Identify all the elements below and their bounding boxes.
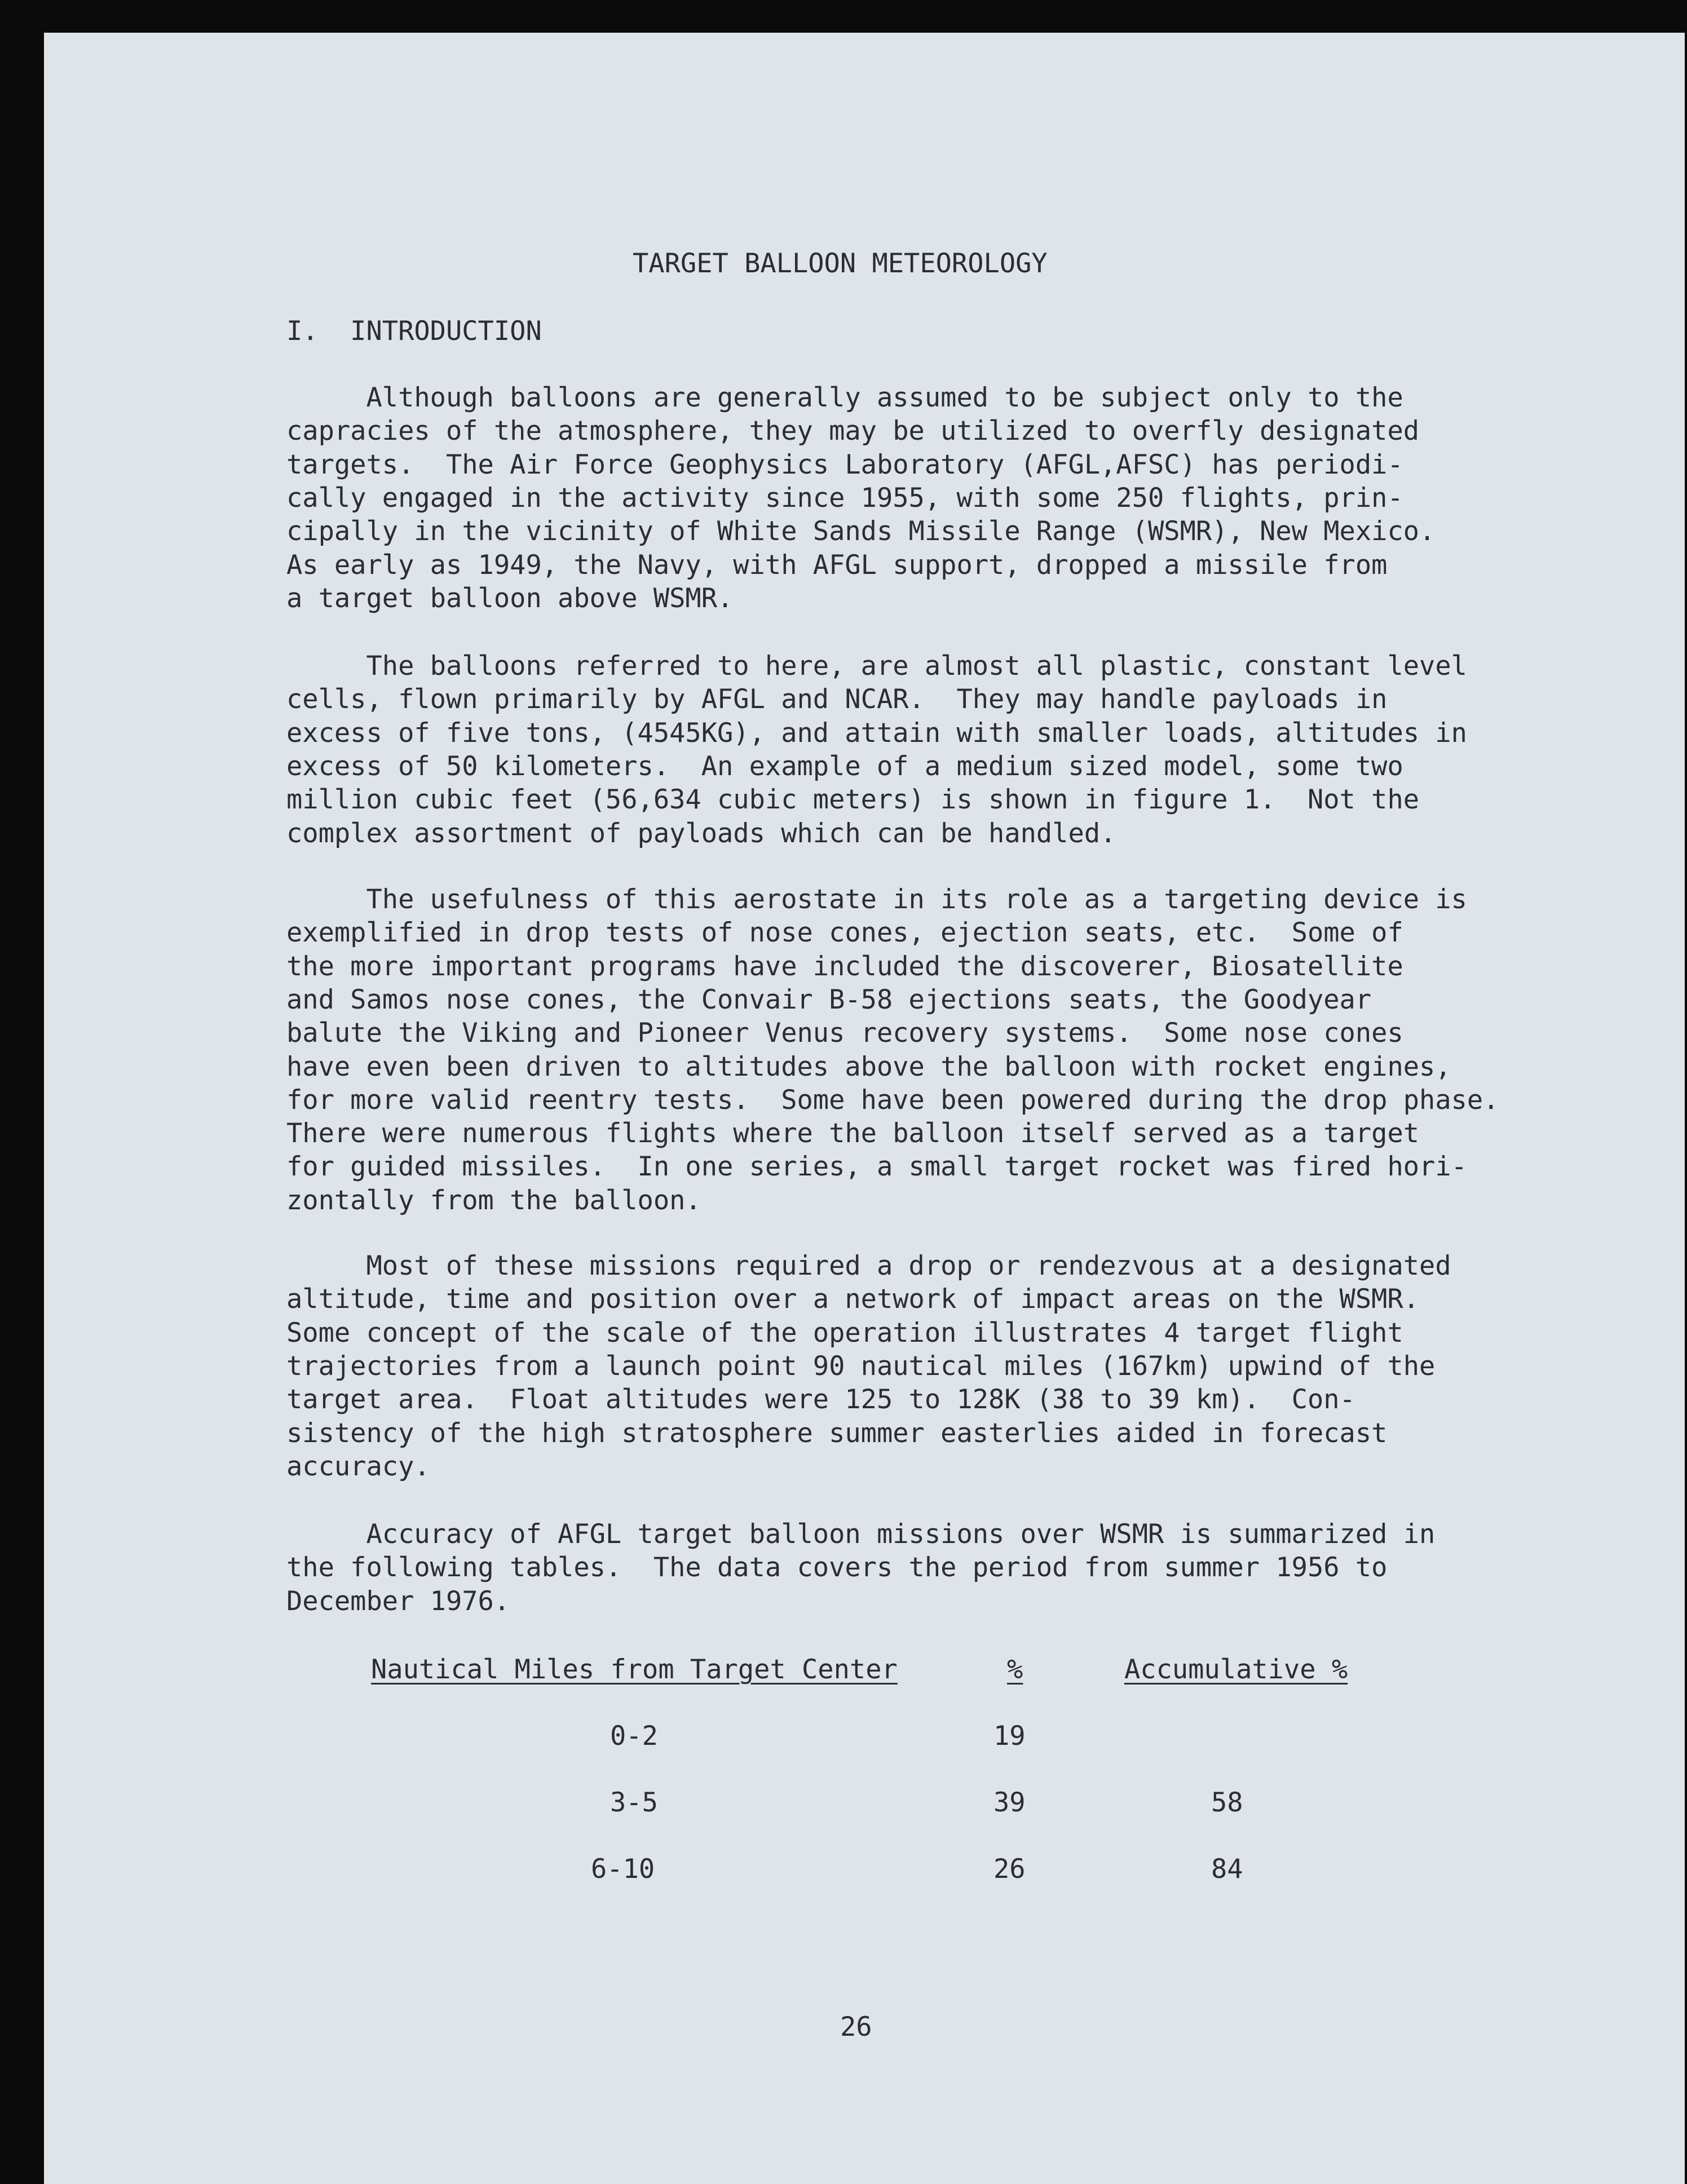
paragraph-4-line-2: altitude, time and position over a network of impact areas on the WSMR.: [286, 1284, 1420, 1315]
table-row-2-accumulative: 58: [1211, 1787, 1243, 1818]
table-header-percent: %: [1007, 1654, 1023, 1685]
paragraph-4-line-6: sistency of the high stratosphere summer easterlies aided in forecast: [286, 1418, 1388, 1449]
paragraph-1-line-4: cally engaged in the activity since 1955, with some 250 flights, prin-: [286, 483, 1403, 514]
paragraph-2-line-6: complex assortment of payloads which can be handled.: [286, 818, 1116, 849]
document-page: [44, 33, 1685, 2184]
table-row-1-percent: 19: [993, 1721, 1026, 1752]
paragraph-1-line-2: capracies of the atmosphere, they may be utilized to overfly designated: [286, 415, 1420, 446]
paragraph-1-line-1: Although balloons are generally assumed to be subject only to the: [286, 382, 1403, 413]
paragraph-2-line-5: million cubic feet (56,634 cubic meters) is shown in figure 1. Not the: [286, 784, 1420, 815]
table-row-2-range: 3-5: [610, 1787, 658, 1818]
paragraph-1-line-6: As early as 1949, the Navy, with AFGL support, dropped a missile from: [286, 550, 1388, 581]
paragraph-4-line-5: target area. Float altitudes were 125 to 128K (38 to 39 km). Con-: [286, 1384, 1355, 1415]
table-header-nautical-miles: Nautical Miles from Target Center: [371, 1654, 898, 1685]
paragraph-3-line-3: the more important programs have included the discoverer, Biosatellite: [286, 951, 1403, 982]
paragraph-4-line-7: accuracy.: [286, 1451, 430, 1482]
document-title: TARGET BALLOON METEOROLOGY: [633, 248, 1048, 279]
table-row-3-accumulative: 84: [1211, 1854, 1243, 1885]
page-number: 26: [840, 2011, 872, 2042]
section-heading: I. INTRODUCTION: [286, 316, 542, 347]
paragraph-3-line-5: balute the Viking and Pioneer Venus recovery systems. Some nose cones: [286, 1018, 1403, 1049]
paragraph-2-line-3: excess of five tons, (4545KG), and attain with smaller loads, altitudes in: [286, 718, 1467, 749]
table-row-3-percent: 26: [993, 1854, 1026, 1885]
paragraph-3-line-7: for more valid reentry tests. Some have been powered during the drop phase.: [286, 1085, 1499, 1116]
paragraph-5-line-3: December 1976.: [286, 1586, 510, 1617]
paragraph-3-line-6: have even been driven to altitudes above the balloon with rocket engines,: [286, 1051, 1451, 1082]
table-row-2-percent: 39: [993, 1787, 1026, 1818]
paragraph-2-line-1: The balloons referred to here, are almost all plastic, constant level: [286, 651, 1467, 682]
paragraph-3-line-1: The usefulness of this aerostate in its role as a targeting device is: [286, 884, 1467, 915]
paragraph-4-line-3: Some concept of the scale of the operation illustrates 4 target flight: [286, 1318, 1403, 1349]
paragraph-2-line-4: excess of 50 kilometers. An example of a medium sized model, some two: [286, 751, 1403, 782]
table-row-3-range: 6-10: [591, 1854, 655, 1885]
paragraph-5-line-2: the following tables. The data covers the period from summer 1956 to: [286, 1552, 1388, 1583]
paragraph-3-line-10: zontally from the balloon.: [286, 1185, 701, 1216]
paragraph-3-line-4: and Samos nose cones, the Convair B-58 ejections seats, the Goodyear: [286, 984, 1372, 1015]
paragraph-2-line-2: cells, flown primarily by AFGL and NCAR. They may handle payloads in: [286, 684, 1388, 715]
paragraph-4-line-4: trajectories from a launch point 90 nautical miles (167km) upwind of the: [286, 1351, 1436, 1382]
paragraph-3-line-2: exemplified in drop tests of nose cones, ejection seats, etc. Some of: [286, 917, 1403, 948]
paragraph-3-line-9: for guided missiles. In one series, a small target rocket was fired hori-: [286, 1151, 1467, 1182]
paragraph-1-line-3: targets. The Air Force Geophysics Laboratory (AFGL,AFSC) has periodi-: [286, 449, 1403, 480]
paragraph-3-line-8: There were numerous flights where the balloon itself served as a target: [286, 1118, 1420, 1149]
paragraph-4-line-1: Most of these missions required a drop or rendezvous at a designated: [286, 1250, 1451, 1281]
table-row-1-range: 0-2: [610, 1721, 658, 1752]
paragraph-1-line-7: a target balloon above WSMR.: [286, 583, 734, 614]
paragraph-5-line-1: Accuracy of AFGL target balloon missions over WSMR is summarized in: [286, 1519, 1436, 1550]
table-header-accumulative: Accumulative %: [1124, 1654, 1348, 1685]
paragraph-1-line-5: cipally in the vicinity of White Sands Missile Range (WSMR), New Mexico.: [286, 516, 1436, 547]
